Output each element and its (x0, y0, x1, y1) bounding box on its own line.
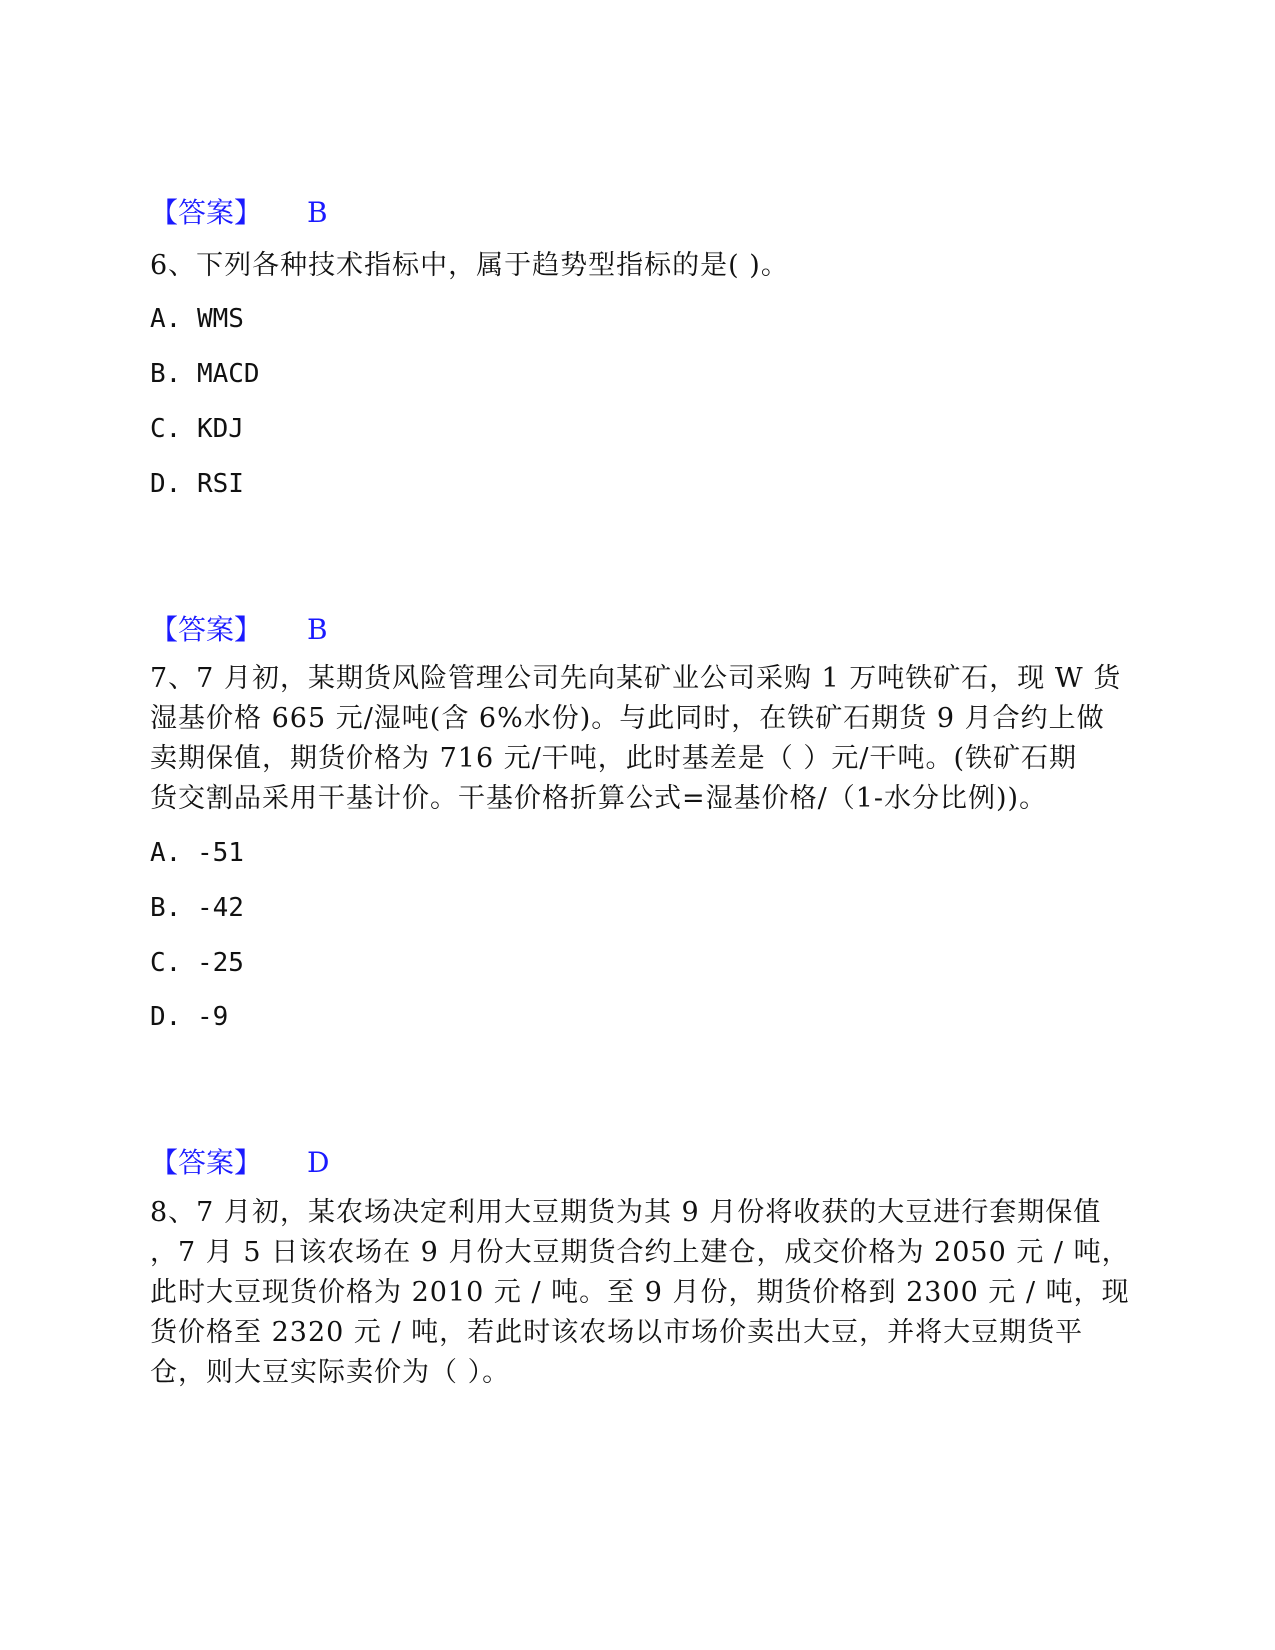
question-6-stem: 6、下列各种技术指标中，属于趋势型指标的是( )。 (150, 250, 789, 281)
question-8-stem-line: 此时大豆现货价格为 2010 元 / 吨。至 9 月份，期货价格到 2300 元 / 吨，现 (150, 1277, 1130, 1308)
question-7-stem-line: 湿基价格 665 元/湿吨(含 6%水份)。与此同时，在铁矿石期货 9 月合约上做 (150, 703, 1105, 734)
question-8-stem-line: ，7 月 5 日该农场在 9 月份大豆期货合约上建仓，成交价格为 2050 元 / 吨， (150, 1237, 1130, 1268)
question-7-option-a: A. -51 (150, 838, 244, 868)
question-8-stem-line: 货价格至 2320 元 / 吨，若此时该农场以市场价卖出大豆，并将大豆期货平 (150, 1317, 1084, 1348)
question-7-option-d: D. -9 (150, 1002, 229, 1032)
question-7-stem-line: 卖期保值，期货价格为 716 元/干吨，此时基差是（ ）元/干吨。(铁矿石期 (150, 743, 1078, 774)
question-8-stem-line: 8、7 月初，某农场决定利用大豆期货为其 9 月份将收获的大豆进行套期保值 (150, 1197, 1102, 1228)
question-8-stem-line: 仓，则大豆实际卖价为（ ）。 (150, 1357, 511, 1388)
question-7-option-b: B. -42 (150, 893, 244, 923)
question-8-stem (150, 1193, 1130, 1393)
question-7-stem-line: 货交割品采用干基计价。干基价格折算公式=湿基价格/（1-水分比例))。 (150, 783, 1048, 814)
answer-row (150, 195, 1130, 231)
question-7-stem-line: 7、7 月初，某期货风险管理公司先向某矿业公司采购 1 万吨铁矿石，现 W 货 (150, 663, 1122, 694)
question-6-option-b: B. MACD (150, 359, 260, 389)
answer-label: 【答案】 (150, 196, 263, 229)
answer-label: 【答案】 (150, 1146, 263, 1179)
question-7-option-c: C. -25 (150, 948, 244, 978)
question-7-stem (150, 659, 1130, 819)
answer-value: B (307, 613, 328, 646)
answer-value: B (307, 196, 328, 229)
answer-value: D (307, 1146, 330, 1179)
answer-label: 【答案】 (150, 613, 263, 646)
question-6-option-c: C. KDJ (150, 414, 244, 444)
answer-row (150, 1145, 1130, 1181)
question-6-option-d: D. RSI (150, 469, 244, 499)
question-6-option-a: A. WMS (150, 304, 244, 334)
answer-row (150, 612, 1130, 648)
